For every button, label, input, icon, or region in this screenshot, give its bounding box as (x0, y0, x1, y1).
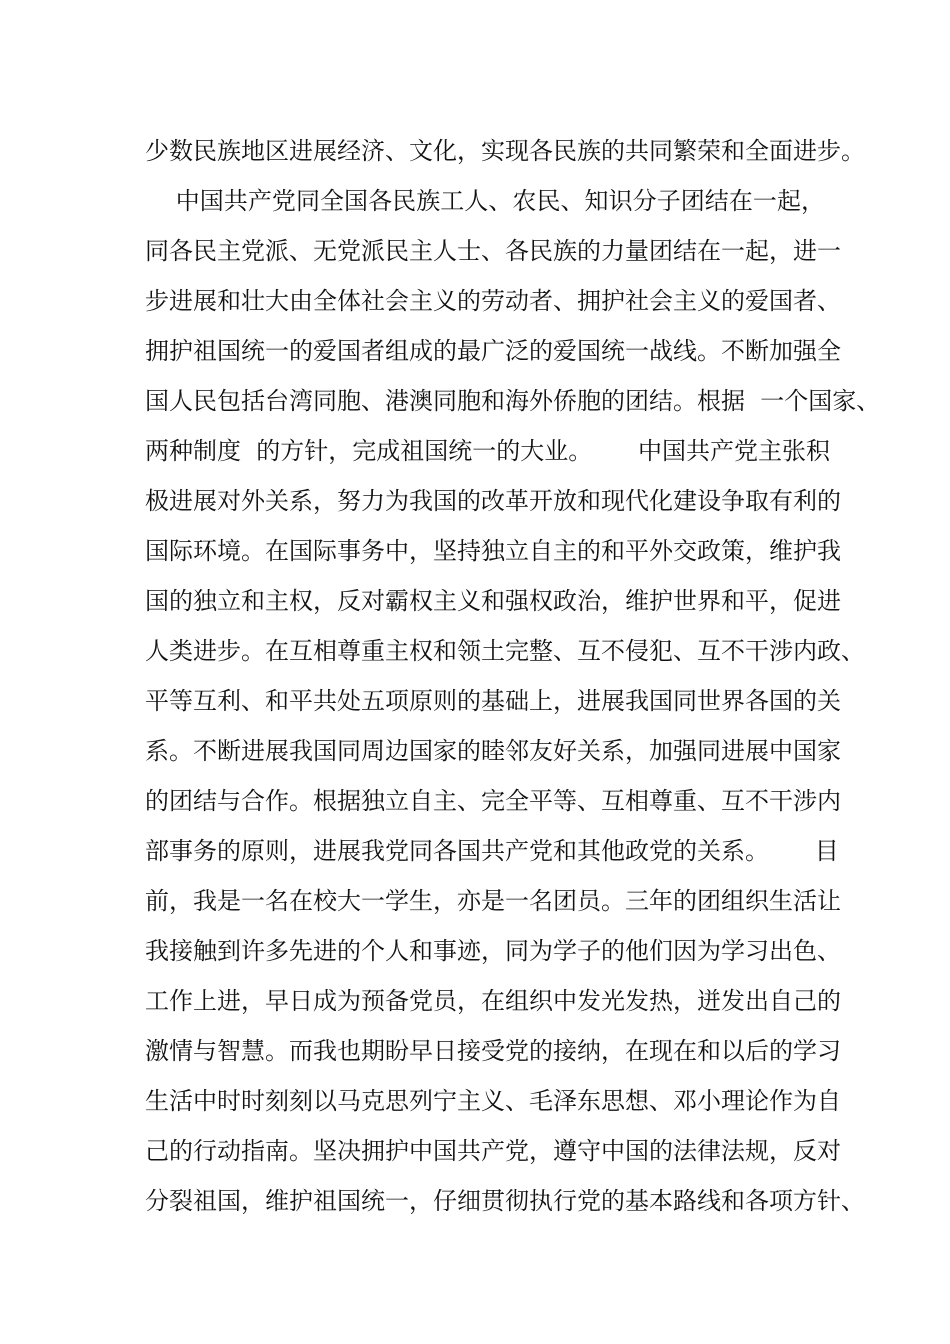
text-line: 极进展对外关系，努力为我国的改革开放和现代化建设争取有利的 (145, 487, 841, 515)
text-line: 工作上进，早日成为预备党员，在组织中发光发热，迸发出自己的 (145, 987, 841, 1015)
text-line: 中国共产党同全国各民族工人、农民、知识分子团结在一起， (145, 187, 825, 215)
text-line: 平等互利、和平共处五项原则的基础上，进展我国同世界各国的关 (145, 687, 841, 715)
text-line: 分裂祖国，维护祖国统一，仔细贯彻执行党的基本路线和各项方针、 (145, 1187, 865, 1215)
text-line: 国人民包括台湾同胞、港澳同胞和海外侨胞的团结。根据 一个国家、 (145, 387, 881, 415)
text-line: 系。不断进展我国同周边国家的睦邻友好关系，加强同进展中国家 (145, 737, 841, 765)
text-line: 国际环境。在国际事务中，坚持独立自主的和平外交政策，维护我 (145, 537, 841, 565)
text-line: 少数民族地区进展经济、文化，实现各民族的共同繁荣和全面进步。 (145, 137, 865, 165)
text-line: 我接触到许多先进的个人和事迹，同为学子的他们因为学习出色、 (145, 937, 841, 965)
text-line: 步进展和壮大由全体社会主义的劳动者、拥护社会主义的爱国者、 (145, 287, 841, 315)
text-line: 前，我是一名在校大一学生，亦是一名团员。三年的团组织生活让 (145, 887, 841, 915)
text-line: 的团结与合作。根据独立自主、完全平等、互相尊重、互不干涉内 (145, 787, 841, 815)
text-line: 国的独立和主权，反对霸权主义和强权政治，维护世界和平，促进 (145, 587, 841, 615)
text-line: 人类进步。在互相尊重主权和领土完整、互不侵犯、互不干涉内政、 (145, 637, 865, 665)
text-line: 同各民主党派、无党派民主人士、各民族的力量团结在一起，进一 (145, 237, 841, 265)
text-line: 部事务的原则，进展我党同各国共产党和其他政党的关系。 目 (145, 837, 839, 865)
text-line: 生活中时时刻刻以马克思列宁主义、毛泽东思想、邓小理论作为自 (145, 1087, 841, 1115)
text-line: 两种制度 的方针，完成祖国统一的大业。 中国共产党主张积 (145, 437, 831, 465)
text-line: 己的行动指南。坚决拥护中国共产党，遵守中国的法律法规，反对 (145, 1137, 841, 1165)
body-text (145, 126, 881, 1226)
text-line: 激情与智慧。而我也期盼早日接受党的接纳，在现在和以后的学习 (145, 1037, 841, 1065)
text-line: 拥护祖国统一的爱国者组成的最广泛的爱国统一战线。不断加强全 (145, 337, 841, 365)
